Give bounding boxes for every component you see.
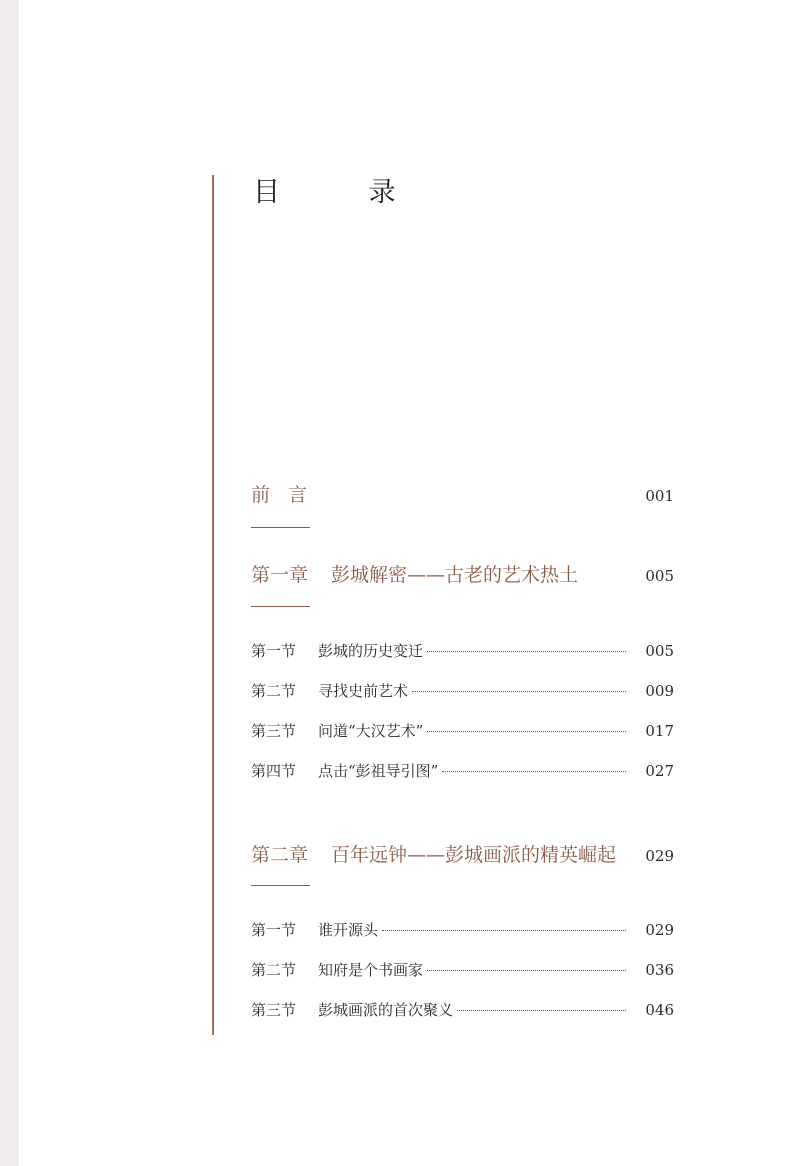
page-title: 目 录 <box>253 177 436 208</box>
section-number: 第三节 <box>251 1001 297 1019</box>
section-number: 第四节 <box>251 762 297 780</box>
dot-leader <box>427 651 626 652</box>
toc-chapter-2[interactable] <box>251 840 674 867</box>
section-page-number: 005 <box>645 642 674 660</box>
section-number: 第二节 <box>251 682 297 700</box>
section-page-number: 036 <box>645 961 674 979</box>
toc-section-1-2[interactable] <box>251 680 674 701</box>
toc-section-2-1[interactable] <box>251 919 674 940</box>
dot-leader <box>427 731 626 732</box>
section-title: 彭城的历史变迁 <box>318 642 424 660</box>
section-title: 彭城画派的首次聚义 <box>318 1001 454 1019</box>
chapter-page-number: 005 <box>645 567 674 585</box>
section-page-number: 029 <box>645 921 674 939</box>
section-page-number: 027 <box>645 762 674 780</box>
chapter-2-underline <box>251 885 310 886</box>
preface-page-number: 001 <box>645 487 674 505</box>
preface-underline <box>251 527 310 528</box>
toc-section-1-3[interactable] <box>251 720 674 741</box>
toc-section-2-2[interactable] <box>251 959 674 980</box>
chapter-number: 第一章 <box>251 564 309 586</box>
toc-chapter-1[interactable] <box>251 560 674 587</box>
chapter-title: 彭城解密——古老的艺术热土 <box>331 564 579 586</box>
toc-section-1-1[interactable] <box>251 640 674 661</box>
section-title: 寻找史前艺术 <box>318 682 409 700</box>
toc-section-2-3[interactable] <box>251 999 674 1020</box>
section-title: 知府是个书画家 <box>318 961 424 979</box>
toc-section-1-4[interactable] <box>251 760 674 781</box>
section-number: 第一节 <box>251 642 297 660</box>
section-page-number: 009 <box>645 682 674 700</box>
preface-label: 前言 <box>251 484 326 506</box>
section-title: 谁开源头 <box>318 921 379 939</box>
page-spine-shadow <box>0 0 19 1166</box>
dot-leader <box>442 771 626 772</box>
margin-rule <box>212 175 214 1035</box>
chapter-number: 第二章 <box>251 844 309 866</box>
dot-leader <box>427 970 626 971</box>
section-number: 第二节 <box>251 961 297 979</box>
chapter-1-underline <box>251 606 310 607</box>
section-title: 问道“大汉艺术” <box>318 722 424 740</box>
section-number: 第一节 <box>251 921 297 939</box>
toc-preface[interactable] <box>251 480 674 507</box>
section-number: 第三节 <box>251 722 297 740</box>
section-page-number: 017 <box>645 722 674 740</box>
dot-leader <box>457 1010 626 1011</box>
dot-leader <box>412 691 626 692</box>
chapter-title: 百年远钟——彭城画派的精英崛起 <box>331 844 617 866</box>
section-title: 点击“彭祖导引图” <box>318 762 439 780</box>
chapter-page-number: 029 <box>645 847 674 865</box>
dot-leader <box>382 930 626 931</box>
section-page-number: 046 <box>645 1001 674 1019</box>
